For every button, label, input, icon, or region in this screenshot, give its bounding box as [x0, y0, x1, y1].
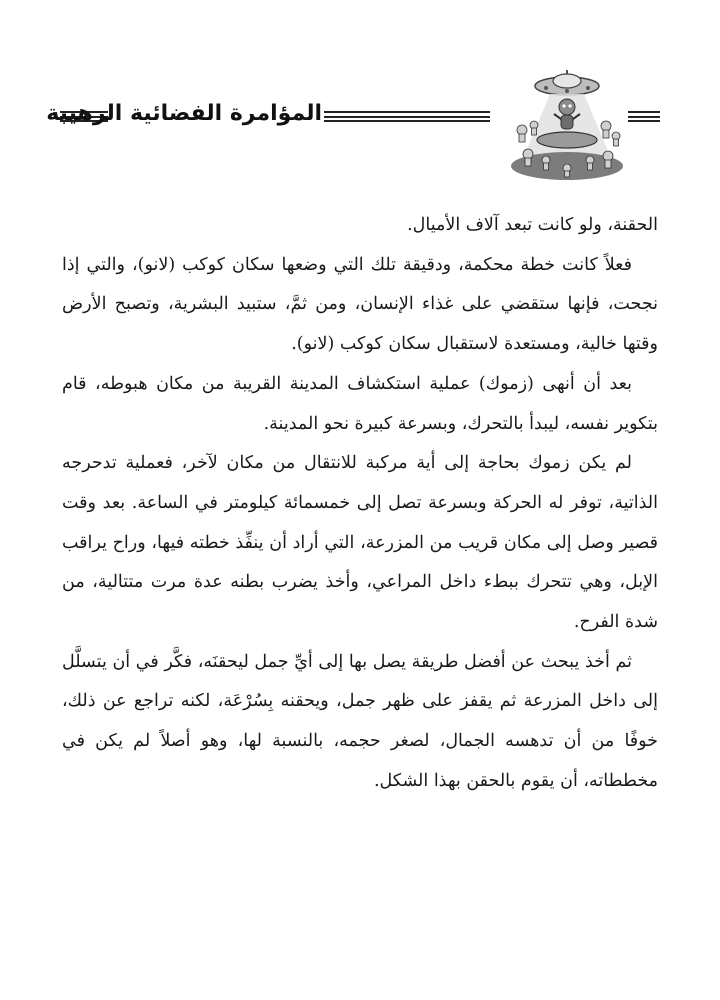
body-text — [62, 206, 658, 802]
header-rule-middle — [324, 111, 490, 122]
paragraph-3: بعد أن أنهى (زموك) عملية استكشاف المدينة القريبة من مكان هبوطه، قام بتكوير نفسه، ليبدأ بالتحرك، وبسرعة كبيرة نحو المدينة. — [62, 373, 658, 434]
paragraph-5: ثم أخذ يبحث عن أفضل طريقة يصل بها إلى أيِّ جمل ليحقنَه، فكَّر في أن يتسلَّل إلى داخل المزرعة ثم يقفز على ظهر جمل، ويحقنه بِسُرْعَة، لكنه تراجع عن ذلك، خوفًا من أن تدهسه الجمال، لصغر حجمه، بالنسبة لها، وهو أصلاً لم يكن في مخططاته، أن يقوم بالحقن بهذا الشكل. — [62, 651, 658, 791]
alien-spaceship-illustration-icon — [510, 70, 625, 180]
paragraph-4: لم يكن زموك بحاجة إلى أية مركبة للانتقال من مكان لآخر، فعملية تدحرجه الذاتية، توفر له الحركة وبسرعة تصل إلى خمسمائة كيلومتر في الساعة. بعد وقت قصير وصل إلى مكان قريب من المزرعة، التي أراد أن ينفِّذ خطته فيها، وراح يراقب الإبل، وهي تتحرك ببطء داخل المراعي، وأخذ يضرب بطنه عدة مرت متتالية، من شدة الفرح. — [62, 453, 658, 633]
paragraph-1: الحقنة، ولو كانت تبعد آلاف الأميال. — [407, 215, 658, 235]
page-header — [46, 70, 660, 180]
page-title: المؤامرة الفضائية الرهيبة — [46, 101, 322, 126]
paragraph-2: فعلاً كانت خطة محكمة، ودقيقة تلك التي وضعها سكان كوكب (لانو)، والتي إذا نجحت، فإنها ستقضي على غذاء الإنسان، ومن ثمَّ، ستبيد البشرية، وتصبح الأرض وقتها خالية، ومستعدة لاستقبال سكان كوكب (لانو). — [62, 254, 658, 355]
header-rule-right — [628, 111, 660, 122]
